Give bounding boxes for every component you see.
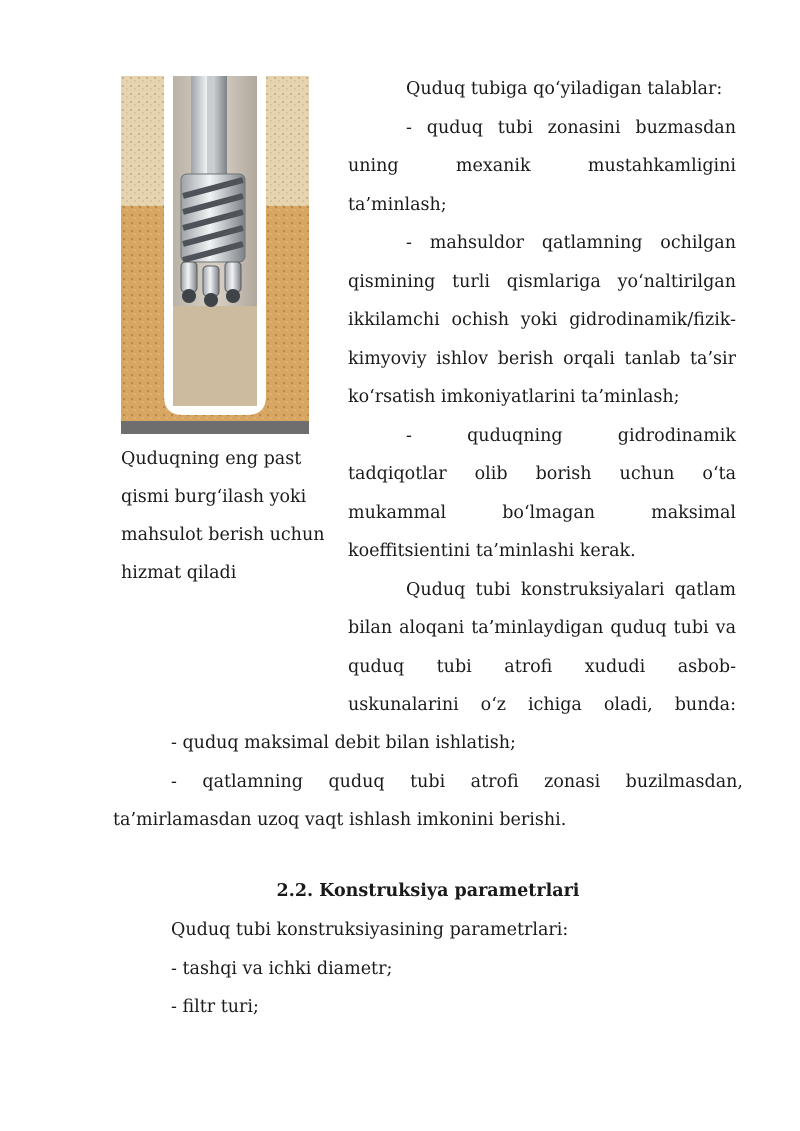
requirement-item: - mahsuldor qatlamning ochilgan qismining turli qismlariga yo‘naltirilgan ikkilamchi ochish yoki gidrodinamik/fizik-kimyoviy ishlov berish orqali tanlab ta’sir ko‘rsatish imkoniyatlarini ta’minlash; — [348, 233, 736, 407]
requirements-intro: Quduq tubiga qo‘yiladigan talablar: — [406, 79, 723, 99]
section-body — [113, 911, 743, 1027]
parameters-intro: Quduq tubi konstruksiyasining parametrlari: — [171, 920, 569, 940]
caption-line: hizmat qiladi — [121, 563, 237, 583]
requirement-item: - quduq tubi zonasini buzmasdan uning mexanik mustahkamligini ta’minlash; — [348, 117, 736, 215]
section-heading: 2.2. Konstruksiya parametrlari — [276, 881, 580, 901]
parameter-item: - filtr turi; — [171, 997, 259, 1017]
construction-paragraph: Quduq tubi konstruksiyalari qatlam bilan aloqani ta’minlaydigan quduq tubi va quduq tubi atrofi xududi asbob-uskunalarini o‘z ichiga oladi, bunda: — [348, 579, 736, 715]
requirement-item: - quduqning gidrodinamik tadqiqotlar olib borish uchun o‘ta mukammal bo‘lmagan maksimal koeffitsientini ta’minlashi kerak. — [348, 425, 736, 561]
right-column — [348, 70, 736, 725]
caption-line: mahsulot berish uchun — [121, 525, 325, 545]
caption-line: Quduqning eng past — [121, 449, 302, 469]
body-item: - quduq maksimal debit bilan ishlatish; — [171, 733, 516, 753]
parameter-item: - tashqi va ichki diametr; — [171, 958, 393, 979]
body-text — [113, 724, 743, 840]
wellbore-illustration — [121, 76, 309, 434]
body-item: - qatlamning quduq tubi atrofi zonasi buzilmasdan, ta’mirlamasdan uzoq vaqt ishlash imkonini berishi. — [113, 771, 743, 830]
caption-line: qismi burg‘ilash yoki — [121, 487, 307, 507]
figure-caption — [121, 440, 336, 592]
